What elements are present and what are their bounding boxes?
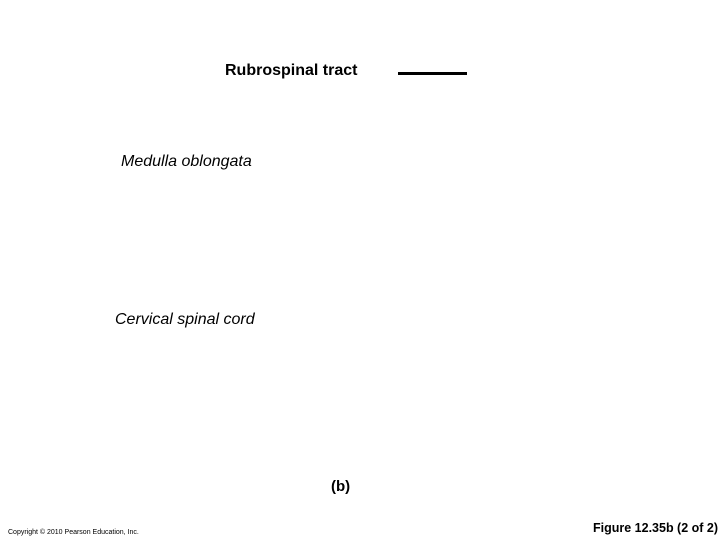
rubrospinal-tract-label: Rubrospinal tract <box>225 62 358 79</box>
tract-leader-line <box>398 72 467 75</box>
medulla-oblongata-label: Medulla oblongata <box>121 153 252 170</box>
figure-reference: Figure 12.35b (2 of 2) <box>593 521 719 535</box>
panel-label: (b) <box>331 478 351 495</box>
copyright-notice: Copyright © 2010 Pearson Education, Inc. <box>8 529 139 536</box>
cervical-spinal-cord-label: Cervical spinal cord <box>115 311 255 328</box>
